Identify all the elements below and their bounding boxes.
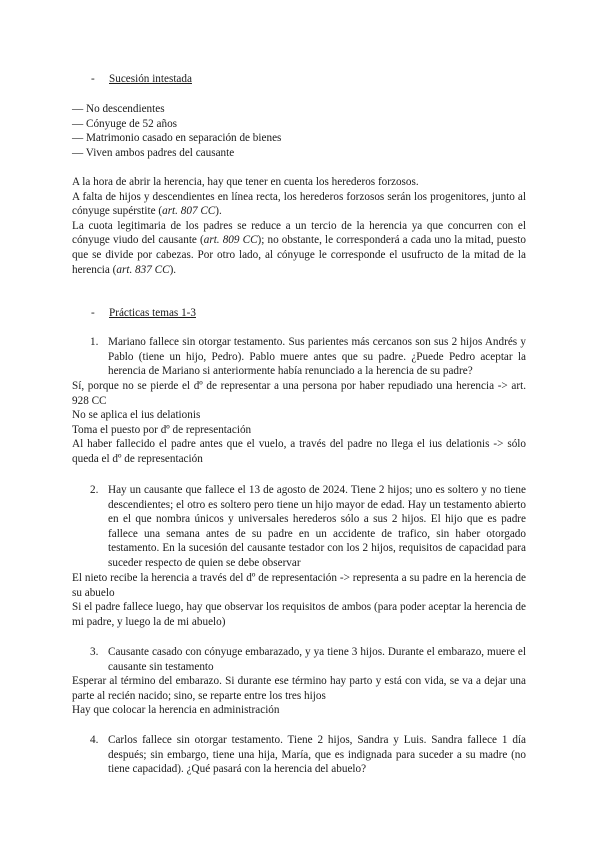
question-text: Hay un causante que fallece el 13 de agosto de 2024. Tiene 2 hijos; uno es soltero y no tiene descendientes; el otro es soltero pero tiene un hijo mayor de edad. Hay un testamento abierto en el que nombra únicos y universales herederos sólo a sus 2 hijos. El hijo que es padre fallece una semana antes de su padre en un accidente de trafico, sin haber otorgado testamento. En la sucesión del causante testador con los 2 hijos, requisitos de capacidad para suceder respecto de quien se debe observar xyxy=(108,484,526,569)
legal-reference: art. 809 CC xyxy=(203,234,258,247)
question-text: Mariano fallece sin otorgar testamento. Sus parientes más cercanos son sus 2 hijos Andrés y Pablo (tiene un hijo, Pedro). Pablo muere antes que su padre. ¿Puede Pedro aceptar la herencia de Mariano si anteriormente había renunciado a la herencia de su padre? xyxy=(108,336,526,378)
answer-3 xyxy=(72,674,526,718)
bullet-dash: - xyxy=(91,307,95,319)
question-number: 2. xyxy=(90,484,99,496)
question-1 xyxy=(90,335,526,379)
question-text: Carlos fallece sin otorgar testamento. Tiene 2 hijos, Sandra y Luis. Sandra fallece 1 día después; sin embargo, tiene una hija, María, que es indignada para suceder a su madre (no tiene capacidad). ¿Qué pasará con la herencia del abuelo? xyxy=(108,734,526,776)
answer-line: Al haber fallecido el padre antes que el vuelo, a través del padre no llega el ius delationis -> sólo queda el dº de representación xyxy=(72,438,526,465)
list-item: — Viven ambos padres del causante xyxy=(72,146,235,159)
answer-line: Toma el puesto por dº de representación xyxy=(72,423,252,436)
legal-reference: art. 837 CC xyxy=(116,263,170,276)
question-text: Causante casado con cónyuge embarazado, y ya tiene 3 hijos. Durante el embarazo, muere el causante sin testamento xyxy=(108,646,526,673)
section-heading-practicas xyxy=(91,306,196,321)
answer-line: No se aplica el ius delationis xyxy=(72,409,201,422)
section-title: Prácticas temas 1-3 xyxy=(109,307,196,319)
question-number: 1. xyxy=(90,336,99,348)
paragraph: A la hora de abrir la herencia, hay que tener en cuenta los herederos forzosos. xyxy=(72,176,419,188)
legal-reference: art. 807 CC xyxy=(162,205,216,218)
answer-2 xyxy=(72,571,526,629)
answer-line: Si el padre fallece luego, hay que observar los requisitos de ambos (para poder aceptar la herencia de mi padre, y luego la de mi abuelo) xyxy=(72,601,526,628)
answer-line: El nieto recibe la herencia a través del dº de representación -> representa a su padre en la herencia de su abuelo xyxy=(72,572,526,599)
section-title: Sucesión intestada xyxy=(109,73,192,85)
answer-line: Esperar al término del embarazo. Si durante ese término hay parto y está con vida, se va a dejar una parte al recién nacido; sino, se reparte entre los tres hijos xyxy=(72,675,526,702)
list-item: — Matrimonio casado en separación de bienes xyxy=(72,132,282,145)
list-item: — No descendientes xyxy=(72,103,165,115)
facts-list xyxy=(72,102,526,160)
question-2 xyxy=(90,483,526,571)
explanation xyxy=(72,175,526,277)
list-item: — Cónyuge de 52 años xyxy=(72,117,178,130)
section-heading-sucesion xyxy=(91,72,192,87)
bullet-dash: - xyxy=(91,73,95,85)
question-3 xyxy=(90,645,526,674)
paragraph: A falta de hijos y descendientes en línea recta, los herederos forzosos serán los progenitores, junto al cónyuge supérstite (art. 807 CC). xyxy=(72,190,526,218)
question-number: 3. xyxy=(90,646,99,658)
answer-line: Hay que colocar la herencia en administración xyxy=(72,704,280,717)
question-number: 4. xyxy=(90,734,99,746)
answer-1 xyxy=(72,379,526,467)
question-4 xyxy=(90,733,526,777)
paragraph: La cuota legitimaria de los padres se reduce a un tercio de la herencia ya que concurren con el cónyuge viudo del causante (art. 809 CC); no obstante, le corresponderá a cada uno la mitad, puesto que se divide por cabezas. Por otro lado, al cónyuge le corresponde el usufructo de la mitad de la herencia (art. 837 CC). xyxy=(72,219,527,276)
answer-line: Sí, porque no se pierde el dº de representar a una persona por haber repudiado una herencia -> art. 928 CC xyxy=(72,380,526,407)
